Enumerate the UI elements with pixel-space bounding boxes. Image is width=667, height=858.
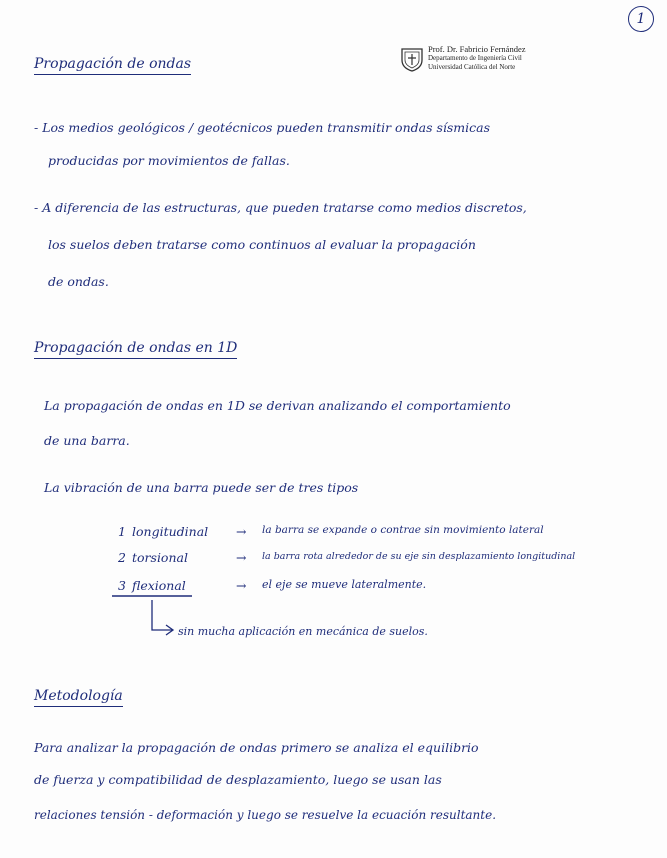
- arrow-icon: →: [236, 550, 247, 565]
- arrow-icon: →: [236, 524, 247, 539]
- type-item-name: longitudinal: [132, 524, 209, 539]
- letterhead: [400, 44, 570, 84]
- text-line: - Los medios geológicos / geotécnicos pueden transmitir ondas sísmicas: [34, 120, 491, 135]
- text-line: relaciones tensión - deformación y luego se resuelve la ecuación resultante.: [34, 808, 497, 822]
- text-line: La propagación de ondas en 1D se derivan analizando el comportamiento: [44, 398, 511, 413]
- type-item-name: flexional: [132, 578, 186, 593]
- section-title-metodologia: Metodología: [34, 688, 123, 707]
- university-name: Universidad Católica del Norte: [428, 63, 516, 71]
- department-name: Departamento de Ingeniería Civil: [428, 54, 522, 62]
- text-line: Para analizar la propagación de ondas primero se analiza el equilibrio: [34, 740, 479, 755]
- arrow-icon: →: [236, 578, 247, 593]
- text-line: de una barra.: [44, 433, 130, 448]
- type-item-desc: la barra se expande o contrae sin movimiento lateral: [262, 524, 544, 536]
- type-item-desc: el eje se mueve lateralmente.: [262, 578, 427, 591]
- university-seal-icon: [400, 46, 424, 72]
- text-line: producidas por movimientos de fallas.: [48, 153, 290, 168]
- professor-name: Prof. Dr. Fabricio Fernández: [428, 44, 526, 54]
- text-line: de ondas.: [48, 274, 109, 289]
- type-item-name: torsional: [132, 550, 188, 565]
- text-line: los suelos deben tratarse como continuos al evaluar la propagación: [48, 237, 476, 252]
- text-line: de fuerza y compatibilidad de desplazamiento, luego se usan las: [34, 772, 442, 787]
- page-number: 1: [628, 6, 654, 32]
- section-title-propagacion: Propagación de ondas: [34, 56, 191, 75]
- section-title-1d: Propagación de ondas en 1D: [34, 340, 237, 359]
- type-item-number: 1: [118, 524, 126, 539]
- type-item-number: 2: [118, 550, 126, 565]
- type-item-desc: la barra rota alrededor de su eje sin desplazamiento longitudinal: [262, 551, 576, 562]
- text-line: - A diferencia de las estructuras, que pueden tratarse como medios discretos,: [34, 200, 527, 215]
- note-text: sin mucha aplicación en mecánica de suelos.: [178, 625, 428, 638]
- type-item-number: 3: [118, 578, 126, 593]
- text-line: La vibración de una barra puede ser de tres tipos: [44, 480, 359, 495]
